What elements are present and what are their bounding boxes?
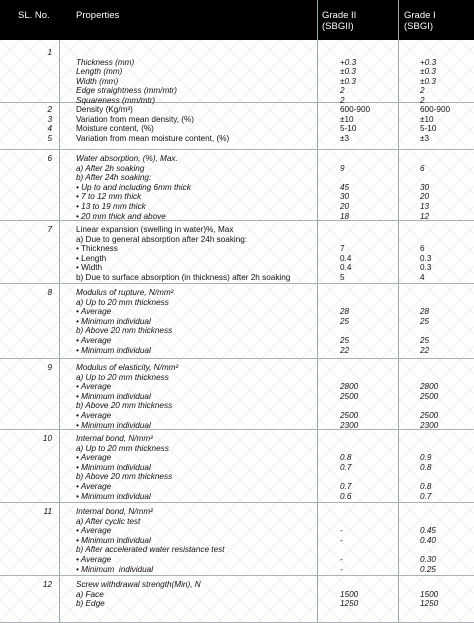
property-cell: Internal bond, N/mm² (76, 507, 153, 516)
grade-ii-value: 25 (340, 336, 350, 345)
property-cell: Length (mm) (76, 67, 123, 77)
grade-ii-value: ±3 (340, 133, 350, 143)
sl-number: 6 (47, 154, 52, 163)
sl-number: 5 (47, 133, 52, 143)
grade-ii-value: 9 (340, 163, 345, 173)
property-cell: b) Due to surface absorption (in thickness) after 2h soaking (76, 273, 291, 282)
grade-i-value: 1250 (420, 599, 439, 609)
grade-i-value: 2 (420, 96, 425, 105)
grade-i-value: 30 (420, 182, 430, 192)
sl-number: 11 (43, 507, 52, 516)
grade-i-value: ±3 (420, 133, 430, 143)
grade-i-value: 25 (420, 316, 430, 326)
grade-ii-value: 1500 (340, 589, 359, 599)
grade-ii-value: 0.7 (340, 482, 352, 491)
grade-ii-value: 25 (340, 316, 350, 326)
grade-ii-value: +0.3 (340, 57, 357, 67)
property-cell: • 20 mm thick and above (76, 211, 166, 221)
property-cell: • 13 to 19 mm thick (76, 202, 146, 211)
sl-number: 10 (42, 434, 52, 443)
grade-ii-value: 0.8 (340, 453, 352, 463)
property-cell: a) Due to general absorption after 24h soaking: (76, 234, 248, 244)
property-cell: • Average (76, 526, 112, 536)
property-cell: a) Up to 20 mm thickness (76, 372, 169, 382)
grade-i-value: 2800 (420, 382, 439, 392)
table-row (0, 503, 474, 575)
property-cell: b) Above 20 mm thickness (76, 326, 173, 336)
grade-ii-value: 45 (340, 182, 350, 192)
property-cell: • Length (76, 253, 107, 263)
table-row (0, 150, 474, 220)
table-row (0, 221, 474, 283)
grade-i-value: 0.40 (420, 535, 436, 545)
property-cell: • Average (76, 307, 112, 317)
sl-number: 12 (42, 580, 52, 589)
grade-ii-value: 5-10 (340, 124, 357, 134)
property-cell: Modulus of rupture, N/mm² (76, 288, 174, 297)
grade-ii-value: 22 (340, 345, 350, 355)
table-row (0, 430, 474, 502)
property-cell: b) Edge (76, 599, 105, 609)
sl-number: 8 (47, 288, 52, 297)
property-cell: • Average (76, 382, 112, 392)
property-cell: b) Above 20 mm thickness (76, 472, 173, 482)
property-cell: Internal bond, N/mm² (76, 434, 153, 443)
grade-ii-value: 2500 (340, 411, 359, 420)
grade-ii-value: ±10 (340, 114, 354, 124)
grade-ii-value: - (340, 555, 343, 564)
property-cell: a) Up to 20 mm thickness (76, 297, 169, 307)
property-cell: Thickness (mm) (76, 57, 135, 67)
header-grade-ii: Grade II (SBGII) (322, 10, 357, 32)
grade-i-value: 22 (420, 345, 430, 355)
grade-i-value: 0.8 (420, 462, 432, 472)
grade-i-value: 2500 (420, 391, 439, 401)
property-cell: a) After 2h soaking (76, 163, 145, 173)
table-row (0, 101, 474, 149)
grade-i-value: 0.8 (420, 482, 432, 491)
grade-i-value: 28 (420, 307, 430, 317)
table-header (0, 0, 474, 40)
grade-i-value: 600-900 (420, 105, 451, 114)
property-cell: • Minimum individual (76, 564, 154, 574)
property-cell: Variation from mean density, (%) (76, 114, 195, 124)
header-properties: Properties (76, 10, 120, 21)
grade-ii-value: 1250 (340, 599, 359, 609)
grade-ii-value: 0.4 (340, 253, 352, 263)
property-cell: Density (Kg/m³) (76, 105, 133, 114)
property-cell: • Thickness (76, 244, 118, 254)
property-cell: Modulus of elasticity, N/mm² (76, 363, 179, 372)
grade-ii-value: 7 (340, 244, 345, 254)
grade-ii-value: ±0.3 (340, 67, 356, 77)
grade-i-value: 2500 (420, 411, 439, 420)
property-cell: • Minimum individual (76, 462, 151, 472)
grade-i-value: 0.45 (420, 526, 436, 536)
grade-ii-value: 2 (340, 96, 345, 105)
grade-i-value: 25 (420, 336, 430, 345)
grade-ii-value: - (340, 535, 343, 545)
grade-i-value: 13 (420, 202, 430, 211)
property-cell: • Minimum individual (76, 391, 151, 401)
grade-i-value: ±10 (420, 114, 434, 124)
sl-number: 3 (47, 114, 52, 124)
property-cell: a) Face (76, 589, 104, 599)
grade-i-value: 12 (420, 211, 430, 221)
property-cell: • 7 to 12 mm thick (76, 192, 142, 202)
property-cell: • Minimum individual (76, 316, 151, 326)
grade-i-value: 0.7 (420, 491, 432, 501)
property-cell: • Average (76, 482, 112, 491)
grade-i-value: 0.3 (420, 263, 432, 273)
property-cell: Edge straightness (mm/mtr) (76, 86, 178, 96)
property-cell: • Minimum individual (76, 535, 151, 545)
grade-i-value: 0.25 (420, 564, 436, 574)
header-divider (59, 0, 60, 40)
grade-i-value: 1500 (420, 589, 439, 599)
property-cell: Screw withdrawal strength(Min), N (76, 580, 201, 589)
property-cell: • Average (76, 411, 112, 420)
table-row (0, 359, 474, 429)
property-cell: • Average (76, 453, 112, 463)
grade-ii-value: 28 (340, 307, 350, 317)
grade-i-value: 0.9 (420, 453, 432, 463)
grade-i-value: 2300 (420, 420, 439, 430)
grade-i-value: 4 (420, 273, 425, 282)
property-cell: • Minimum individual (76, 420, 151, 430)
property-cell: Variation from mean moisture content, (%) (76, 133, 230, 143)
property-cell: b) Above 20 mm thickness (76, 401, 173, 411)
header-sl-no: SL. No. (18, 10, 50, 21)
grade-ii-value: 0.7 (340, 462, 352, 472)
grade-i-value: ±0.3 (420, 76, 436, 86)
grade-ii-value: 20 (340, 202, 350, 211)
sl-number: 7 (47, 225, 52, 234)
table-row (0, 576, 474, 622)
grade-i-value: 0.3 (420, 253, 432, 263)
table-row (0, 284, 474, 358)
property-cell: • Average (76, 555, 112, 564)
grade-ii-value: 2 (340, 86, 345, 96)
property-cell: a) Up to 20 mm thickness (76, 443, 169, 453)
property-cell: Squareness (mm/mtr) (76, 96, 156, 105)
sl-number: 2 (47, 105, 52, 114)
property-cell: • Up to and including 6mm thick (76, 182, 191, 192)
property-cell: Linear expansion (swelling in water)%, Max (76, 225, 234, 234)
header-grade-i: Grade I (SBGI) (404, 10, 436, 32)
grade-ii-value: 0.6 (340, 491, 352, 501)
grade-ii-value: 600-900 (340, 105, 371, 114)
property-cell: a) After cyclic test (76, 516, 141, 526)
grade-ii-value: 2800 (340, 382, 359, 392)
property-cell: Width (mm) (76, 76, 119, 86)
property-cell: • Minimum individual (76, 491, 151, 501)
grade-ii-value: 2500 (340, 391, 359, 401)
property-cell: • Minimum individual (76, 345, 151, 355)
property-cell: • Width (76, 263, 103, 273)
sl-number: 4 (47, 124, 52, 134)
grade-ii-value: 5 (340, 273, 345, 282)
property-cell: Moisture content, (%) (76, 124, 154, 134)
grade-ii-value: 18 (340, 211, 350, 221)
grade-i-value: 2 (420, 86, 425, 96)
property-cell: b) After 24h soaking: (76, 173, 152, 183)
grade-ii-value: - (340, 564, 343, 574)
grade-i-value: 6 (420, 163, 425, 173)
grade-ii-value: 30 (340, 192, 350, 202)
property-cell: • Average (76, 336, 112, 345)
grade-ii-value: 0.4 (340, 263, 352, 273)
grade-i-value: ±0.3 (420, 67, 436, 77)
grade-ii-value: - (340, 526, 343, 536)
sl-number: 1 (47, 48, 52, 57)
grade-i-value: 6 (420, 244, 425, 254)
grade-i-value: 20 (420, 192, 430, 202)
property-cell: Water absorption, (%), Max. (76, 154, 178, 163)
grade-ii-value: 2300 (340, 420, 359, 430)
sl-number: 9 (47, 363, 52, 372)
table-row (0, 44, 474, 105)
grade-i-value: +0.3 (420, 57, 437, 67)
property-cell: b) After accelerated water resistance test (76, 545, 225, 555)
grade-i-value: 0.30 (420, 555, 436, 564)
grade-ii-value: ±0.3 (340, 76, 356, 86)
grade-i-value: 5-10 (420, 124, 437, 134)
